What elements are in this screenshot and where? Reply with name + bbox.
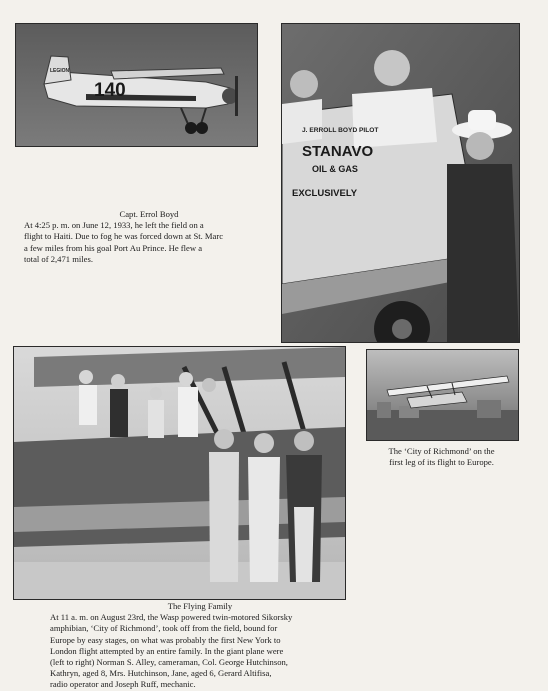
family-caption-line-1: At 11 a. m. on August 23rd, the Wasp powered twin-motored Sikorsky: [50, 612, 293, 623]
boyd-caption-title: Capt. Errol Boyd: [119, 209, 179, 219]
family-caption-title: The Flying Family: [167, 601, 233, 611]
family-caption-line-2: amphibian, ‘City of Richmond’, took off from the field, bound for: [50, 623, 278, 634]
photo-flying-family: [13, 346, 346, 600]
exclusively-lettering: EXCLUSIVELY: [292, 188, 358, 199]
richmond-caption-line-1: The ‘City of Richmond’ on the: [388, 446, 495, 456]
richmond-caption: [366, 446, 517, 468]
stanavo-lettering: STANAVO: [302, 143, 374, 160]
boyd-caption: [24, 209, 274, 265]
pilot-name-lettering: J. ERROLL BOYD PILOT: [302, 127, 379, 134]
boyd-caption-line-3: a few miles from his goal Port Au Prince. He flew a: [24, 242, 203, 253]
photo-boyd-portrait: [281, 23, 520, 343]
boyd-caption-line-2: flight to Haiti. Due to fog he was forced down at St. Marc: [24, 231, 224, 242]
plane-in-flight-image: [16, 24, 257, 146]
boyd-caption-line-1: At 4:25 p. m. on June 12, 1933, he left the field on a: [24, 220, 204, 231]
photo-boyd-plane: [15, 23, 258, 147]
boyd-caption-line-4: total of 2,471 miles.: [24, 253, 93, 264]
family-caption-line-3: Europe by easy stages, on what was probably the first New York to: [50, 634, 281, 645]
family-caption-line-5: (left to right) Norman S. Alley, cameraman, Col. George Hutchinson,: [50, 657, 288, 668]
oil-gas-lettering: OIL & GAS: [312, 164, 358, 174]
city-of-richmond-image: [367, 350, 518, 440]
family-caption-line-7: radio operator and Joseph Ruff, mechanic.: [50, 679, 196, 690]
family-caption-line-6: Kathryn, aged 8, Mrs. Hutchinson, Jane, aged 6, Gerard Altifisa,: [50, 668, 272, 679]
richmond-caption-line-2: first leg of its flight to Europe.: [389, 457, 494, 468]
plane-tail-text: LEGION: [50, 68, 70, 74]
flying-family-image: [14, 347, 345, 599]
boyd-with-plane-image: [282, 24, 519, 342]
photo-city-of-richmond: [366, 349, 519, 441]
family-caption: [50, 601, 350, 691]
plane-number-text: 140: [94, 80, 126, 101]
family-caption-line-4: London flight attempted by an entire family. In the giant plane were: [50, 645, 284, 656]
